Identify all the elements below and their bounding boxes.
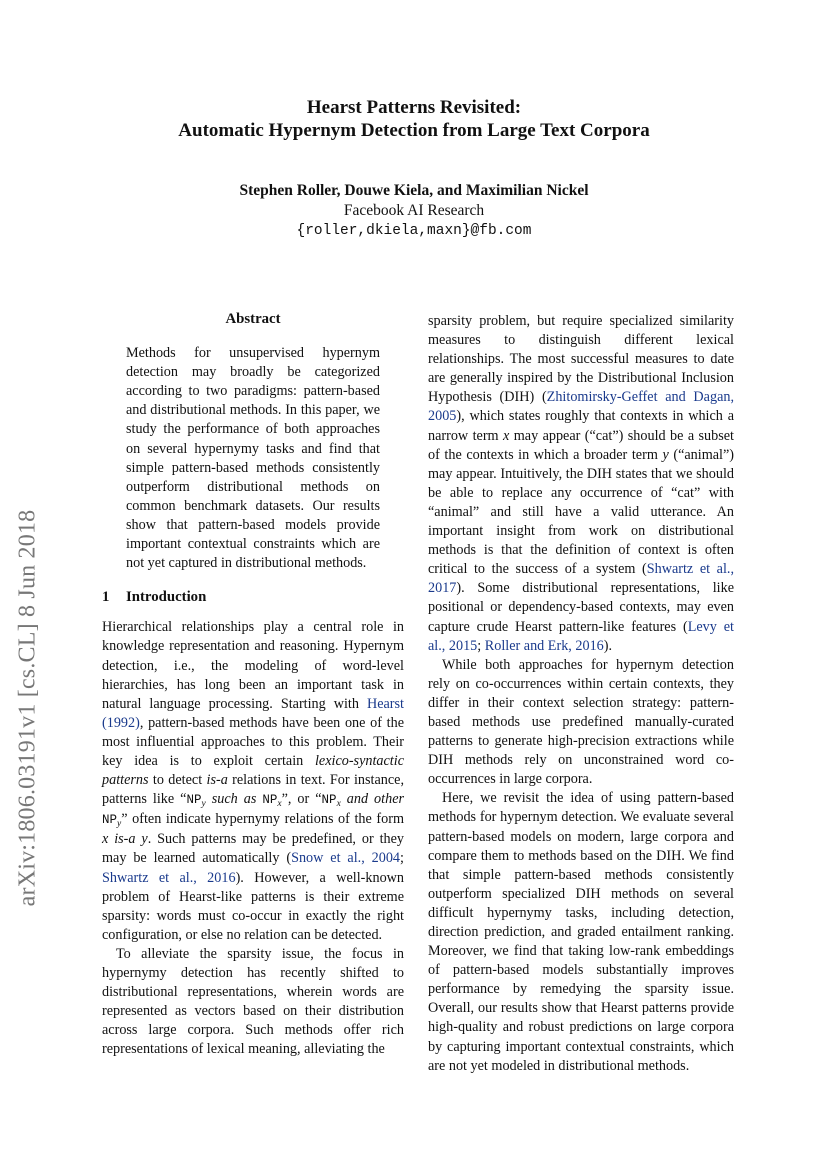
intro-paragraph-3: While both approaches for hypernym detection rely on co-occurrences within certain contexts, they differ in their context selection strategy: pattern-based methods use predefined manually-curated patterns to generate high-precision extractions while DIH methods rely on unconstrained word co-occurrences in large corpora. [428, 656, 734, 788]
title-line-1: Hearst Patterns Revisited: [306, 97, 522, 118]
section-heading-introduction [102, 588, 404, 607]
citation-link[interactable]: Levy et al., 2015 [428, 618, 734, 654]
citation-link[interactable]: Shwartz et al., 2017 [428, 561, 734, 597]
citation-link[interactable]: Roller and Erk, 2016 [484, 637, 604, 654]
section-title: Introduction [126, 589, 207, 606]
intro-paragraph-4: Here, we revisit the idea of using pattern-based methods for hypernym detection. We evaluate several pattern-based models on modern, large corpora and compare them to methods based on the DIH. We find that simple pattern-based methods consistently outperform specialized DIH methods on several difficult hypernymy tasks, including detection, direction prediction, and graded entailment ranking. Moreover, we find that taking low-rank embeddings of pattern-based models substantially improves performance by remedying the sparsity issue. Overall, our results show that Hearst patterns provide high-quality and robust predictions on large corpora by capturing important contextual constraints, which are not yet modeled in distributional methods. [428, 790, 734, 1074]
abstract-text: Methods for unsupervised hypernym detection may broadly be categorized according to two paradigms: pattern-based and distributional methods. In this paper, we study the performance of both approaches on several hypernymy tasks and find that simple pattern-based methods consistently outperform distributional methods on common benchmark datasets. Our results show that pattern-based models provide important contextual constraints which are not yet captured in distributional methods. [126, 345, 380, 572]
section-number: 1 [102, 589, 110, 606]
citation-link[interactable]: Shwartz et al., 2016 [102, 869, 236, 886]
arxiv-id: arXiv:1806.03191v1 [cs.CL] 8 Jun 2018 [14, 509, 41, 907]
citation-link[interactable]: Hearst (1992) [102, 695, 404, 731]
abstract-heading: Abstract [225, 311, 281, 327]
left-column [102, 310, 404, 1059]
affiliation: Facebook AI Research [343, 202, 485, 219]
intro-paragraph-1: Hierarchical relationships play a central role in knowledge representation and reasoning. Hypernym detection, i.e., the modeling of word-level hierarchies, has long been an important task in natural language processing. Starting with Hearst (1992), pattern-based methods have been one of the most influential approaches to this problem. Their key idea is to exploit certain lexico-syntactic patterns to detect is-a relations in text. For instance, patterns like “$NP_y$ such as $NP_x$”, or “$NP_x$ and other $NP_y$” often indicate hypernymy relations of the form x is-a y. Such patterns may be predefined, or they may be learned automatically (Snow et al., 2004; Shwartz et al., 2016). However, a well-known problem of Hearst-like patterns is their extreme sparsity: words must co-occur in exactly the right configuration, or else no relation can be detected. [102, 619, 405, 943]
title-line-2: Automatic Hypernym Detection from Large Text Corpora [178, 120, 650, 141]
email-addresses: {roller,dkiela,maxn}@fb.com [296, 223, 532, 239]
citation-link[interactable]: Snow et al., 2004 [291, 850, 401, 867]
intro-paragraph-2: To alleviate the sparsity issue, the focus in hypernymy detection has recently shifted to distributional representations, wherein words are represented as vectors based on their distribution across large corpora. Such methods offer rich representations of lexical meaning, alleviating the [102, 945, 404, 1058]
paper-title [0, 96, 828, 142]
author-block [0, 181, 828, 241]
author-names: Stephen Roller, Douwe Kiela, and Maximilian Nickel [239, 182, 589, 199]
right-column [428, 312, 734, 1076]
citation-link[interactable]: Zhitomirsky-Geffet and Dagan, 2005 [428, 389, 735, 425]
intro-paragraph-2-continued: sparsity problem, but require specialized similarity measures to distinguish different lexical relationships. The most successful measures to date are generally inspired by the Distributional Inclusion Hypothesis (DIH) (Zhitomirsky-Geffet and Dagan, 2005), which states roughly that contexts in which a narrow term x may appear (“cat”) should be a subset of the contexts in which a broader term y (“animal”) may appear. Intuitively, the DIH states that we should be able to replace any occurrence of “cat” with “animal” and still have a valid utterance. An important insight from work on distributional methods is that the definition of context is often critical to the success of a system (Shwartz et al., 2017). Some distributional representations, like positional or dependency-based contexts, may even capture crude Hearst pattern-like features (Levy et al., 2015; Roller and Erk, 2016). [428, 313, 735, 654]
